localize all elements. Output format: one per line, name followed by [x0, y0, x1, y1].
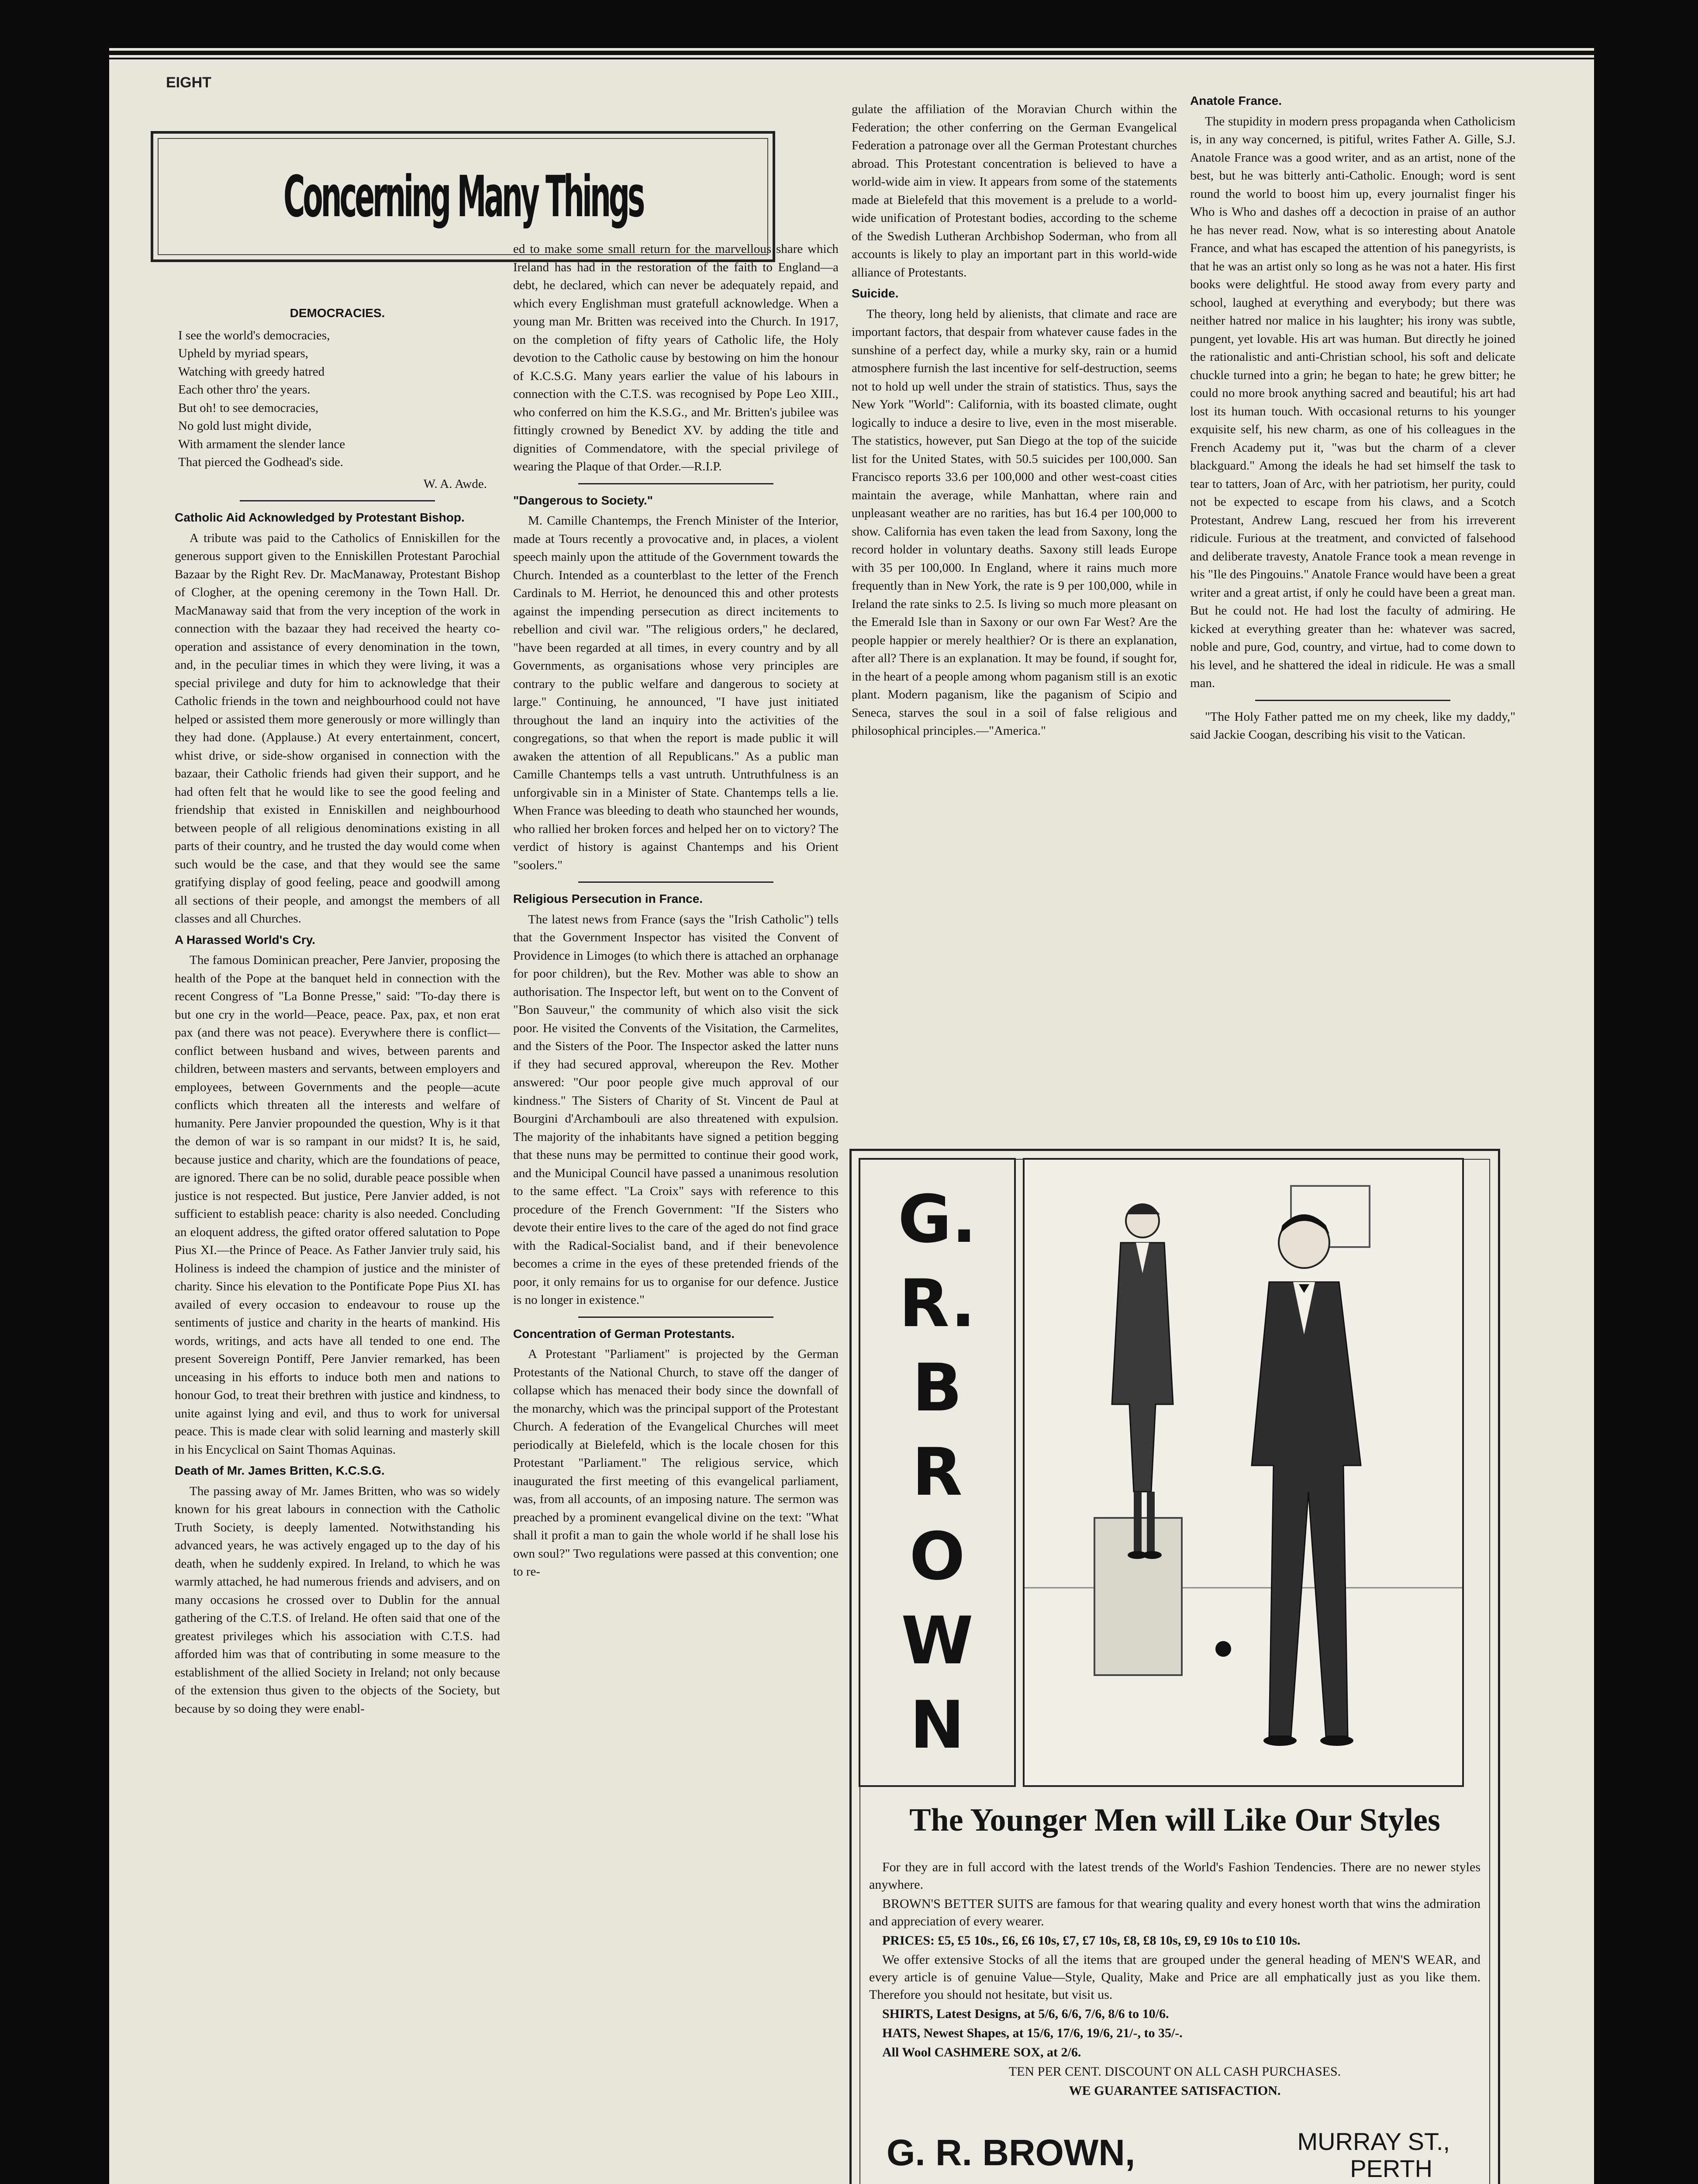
- article-body: M. Camille Chantemps, the French Minister of the Interior, made at Tours recently a provocative and, in places, a violent speech mainly upon the attitude of the Government towards the Church. Intended as a counterblast to the letter of the French Cardinals to M. Herriot, he denounced this and other protests against the impending persecution as direct incitements to rebellion and civil war. "The religious orders," he declared, "have been regarded at all times, in every country and by all Governments, as organisations whose very principles are contrary to the public welfare and dangerous to society at large." Continuing, he announced, "I have just initiated throughout the land an inquiry into the activities of the congregations, so that when the report is made public it will awaken the attention of all Republicans." As a public man Camille Chantemps tells a vast untruth. Untruthfulness is an unforgivable sin in a Minister of State. Chantemps tells a lie. When France was bleeding to death who staunched her wounds, who rallied her broken forces and helped her on to victory? The verdict of history is against Chantemps and his Orient "soolers.": [513, 514, 839, 872]
- ad-hats: HATS, Newest Shapes, at 15/6, 17/6, 19/6, 21/-, to 35/-.: [882, 2026, 1183, 2040]
- article-body: The famous Dominican preacher, Pere Janvier, proposing the health of the Pope at the banquet held in connection with the recent Congress of "La Bonne Presse," said: "To-day there is but one cry in the world—Peace, peace. Pax, pax, et non erat pax (and there was not peace). Everywhere there is conflict—conflict between husband and wives, between parents and children, between masters and servants, between employers and employees, between Governments and the people—acute conflicts which threaten all the interests and welfare of humanity. Pere Janvier propounded the question, Why is it that the demon of war is so rampant in our midst? It is, he said, because justice and charity, which are the foundations of peace, are ignored. There can be no solid, durable peace possible when justice is not respected. But justice, Pere Janvier added, is not sufficient to establish peace: charity is also needed. Concluding an eloquent address, the gifted orator offered salutation to Pope Pius XI.—the Prince of Peace. As Father Janvier truly said, his Holiness is indeed the champion of justice and the minister of charity. Since his elevation to the Pontificate Pope Pius XI. has availed of every occasion to endeavour to rouse up the sentiments of justice and charity in the hearts of mankind. His words, writings, and acts have all tended to one end. The present Sovereign Pontiff, Pere Janvier remarked, has been unceasing in his efforts to induce both men and nations to honour God, to treat their brethren with justice and kindness, to unite against lying and evil, and thus to work for universal peace. This is made clear with solid learning and masterly skill in his Encyclical on Saint Thomas Aquinas.: [175, 953, 500, 1457]
- ad-illustration-two-men: [1023, 1158, 1464, 1787]
- poem-line: That pierced the Godhead's side.: [178, 455, 344, 469]
- ad-guarantee: WE GUARANTEE SATISFACTION.: [1069, 2084, 1281, 2098]
- ad-street: MURRAY ST.,: [1297, 2128, 1450, 2155]
- divider: [240, 500, 435, 501]
- divider: [578, 1317, 773, 1318]
- poem-line: Watching with greedy hatred: [178, 364, 325, 379]
- column-3: [852, 100, 1177, 1140]
- poem-line: With armament the slender lance: [178, 437, 345, 451]
- brand-letter: R.: [899, 1265, 976, 1342]
- poem-line: Each other thro' the years.: [178, 383, 311, 397]
- men-illustration: [1025, 1160, 1462, 1785]
- poem-line: But oh! to see democracies,: [178, 401, 319, 415]
- brand-letter: O: [909, 1519, 965, 1595]
- ad-shirts: SHIRTS, Latest Designs, at 5/6, 6/6, 7/6, 8/6 to 10/6.: [882, 2007, 1169, 2021]
- poem-title: DEMOCRACIES.: [290, 306, 385, 320]
- article-body-continued: gulate the affiliation of the Moravian Church within the Federation; the other conferring on the German Evangelical Federation a patronage over all the German Protestant churches abroad. This Protestant concentration is believed to have a world-wide aim in view. It appears from some of the statements made at Bielefeld that this movement is a prelude to a world-wide unification of Protestant bodies, according to the scheme of the Swedish Lutheran Archbishop Soderman, who from all accounts is likely to play an important part in this world-wide alliance of Protestants.: [852, 102, 1177, 280]
- ad-footer: [878, 2127, 1481, 2180]
- newspaper-page: [109, 48, 1594, 2184]
- poem: [178, 327, 500, 472]
- ad-body: [869, 1859, 1481, 2101]
- article-body: "The Holy Father patted me on my cheek, like my daddy," said Jackie Coogan, describing his visit to the Vatican.: [1190, 709, 1515, 742]
- article-body: The latest news from France (says the "Irish Catholic") tells that the Government Inspector has visited the Convent of Providence in Limoges (to which there is attached an orphanage for poor children), but the Rev. Mother was able to show an authorisation. The Inspector left, but went on to the Convent of "Bon Sauveur," the community of which also visit the sick poor. He visited the Convents of the Visitation, the Carmelites, and the Sisters of the Poor. The Inspector asked the latter nuns if they had secured approval, whereupon the Rev. Mother answered: "Our poor people give much approval of our kindness." The Sisters of Charity of St. Vincent de Paul at Bourgini d'Archambouli are also threatened with expulsion. The majority of the inhabitants have signed a petition begging that these nuns may be permitted to continue their good work, and the Municipal Council have passed a unanimous resolution to the same effect. "La Croix" says with reference to this procedure of the French Government: "If the Sisters who devote their entire lives to the care of the aged do not find grace with the Radical-Socialist band, and if their benevolence becomes a crime in the eyes of these pretended friends of the poor, it only remains for us to organise for our defence. Justice is no longer in existence.": [513, 912, 839, 1307]
- article-body: The stupidity in modern press propaganda when Catholicism is, in any way concerned, is pitiful, writes Father A. Gille, S.J. Anatole France was a good writer, and as an artist, none of the best, but he was bitterly anti-Catholic. Enough; word is sent round the world to boost him up, every journalist finger his Who is Who and dashes off a decoction in praise of an author he has never read. Now, what is so interesting about Anatole France, and what has escaped the attention of his panegyrists, is that he was an artist only so long as he was not a hater. His first books were delightful. He stood away from every party and school, laughed at everything and everybody; but there was neither hatred nor malice in his laughter; his irony was subtle, pungent, yet lovable. His art was human. But directly he joined the rationalistic and anti-Christian school, his soft and delicate chuckle turned into a grin; he began to hate; he grew bitter; he could no more brook anything sacred and beautiful; his art had lost its human touch. With occasional returns to his younger exquisite self, his new charm, as one of his colleagues in the French Academy put it, "was but the charm of a clever blackguard." Among the ideals he had set himself the task to tear to tatters, Joan of Arc, with her patriotism, her purity, could not be expected to escape from his claws, and a Scotch Protestant, Andrew Lang, rescued her from his irreverent ridicule. Furious at the treatment, and convicted of falsehood and deliberate travesty, Anatole France took a mean revenge in his "Ile des Pingouins." Anatole France would have been a great writer and a great artist, if only he could have been a great man. But he could not. He had lost the faculty of admiring. He kicked at everything greater than he: whatever was sacred, noble and pure, God, country, and virtue, had to come down to his level, and he shattered the ideal in ridicule. He was a small man.: [1190, 114, 1515, 690]
- divider: [578, 881, 773, 883]
- brand-letter: G.: [897, 1181, 977, 1258]
- top-rule-thin: [109, 58, 1594, 59]
- top-rule: [109, 51, 1594, 55]
- article-body: A tribute was paid to the Catholics of Enniskillen for the generous support given to the Enniskillen Protestant Parochial Bazaar by the Right Rev. Dr. MacManaway, Protestant Bishop of Clogher, at the opening ceremony in the Town Hall. Dr. MacManaway said that from the very inception of the work in connection with the bazaar they had received the hearty co-operation and assistance of every denomination in the town, and, in the peculiar times in which they were living, it was a special privilege and duty for him to acknowledge that their Catholic friends in the town and neighbourhood could not have helped or assisted them more generously or more willingly than they had done. (Applause.) At every entertainment, concert, whist drive, or side-show organised in connection with the bazaar, their Catholic friends had given their support, and he had often felt that he would like to see the good feeling and friendship that existed in Enniskillen and neighbourhood between people of all religious denominations existing in all parts of their country, and he trusted the day would come when such would be the case, and that they would see the same gratifying display of good feeling, peace and goodwill among all sections of their people, and amongst the members of all classes and all Churches.: [175, 531, 500, 926]
- ad-paragraph: BROWN'S BETTER SUITS are famous for that wearing quality and every honest worth that wins the admiration and appreciation of every wearer.: [869, 1897, 1481, 1928]
- article-body: The theory, long held by alienists, that climate and race are important factors, that despair from whatever cause fades in the sunshine of a perfect day, while a murky sky, rain or a humid atmosphere furnish the last incentive for self-destruction, seems not to hold up well under the strain of statistics. Thus, says the New York "World": California, with its boasted climate, ought logically to induce a desire to live, even in the most miserable. The statistics, however, put San Diego at the top of the suicide list for the United States, with 50.5 suicides per 100,000. San Francisco reports 33.6 per 100,000 and other west-coast cities maintain the average, while Manhattan, where rain and unpleasant weather are no rarities, has but 16.4 per 100,000 to show. California has even taken the lead from Saxony, long the record holder in voluntary deaths. Saxony still leads Europe with 35 per 100,000. In England, where it rains much more frequently than in New York, the rate is 9 per 100,000, while in Ireland the rate sinks to 2.5. Is living so much more pleasant on the Emerald Isle than in Saxony or our own Far West? Are the people happier or merely healthier? Or is there an explanation, after all? There is an explanation. It may be found, if sought for, in the heart of a people among whom paganism still is an exotic plant. Modern paganism, like the paganism of Scipio and Seneca, starves the soul in a soil of false religious and philosophical principles.—"America.": [852, 307, 1177, 738]
- divider: [578, 483, 773, 484]
- column-4: [1190, 92, 1515, 1140]
- article-body-continued: ed to make some small return for the marvellous share which Ireland has had in the restoration of the faith to England—a debt, he declared, which can never be adequately repaid, and which every Englishman must gratefull acknowledge. When a young man Mr. Britten was received into the Church. In 1917, on the completion of fifty years of Catholic life, the Holy devotion to the Catholic cause by bestowing on him the honour of K.C.S.G. Many years earlier the value of his labours in connection with the C.T.S. was recognised by Pope Leo XIII., who conferred on him the K.S.G., and Mr. Britten's jubilee was fittingly crowned by Benedict XV. by adding the title and dignities of Commendatore, with the special privilege of wearing the Plaque of that Order.—R.I.P.: [513, 242, 839, 473]
- article-body: A Protestant "Parliament" is projected by the German Protestants of the National Church, to stave off the danger of collapse which has menaced their body since the downfall of the monarchy, which was the principal support of the Protestant Church. A federation of the Evangelical Churches will meet periodically at Bielefeld, which is the locale chosen for this Protestant "Parliament." The religious service, which inaugurated the first meeting of this evangelical parliament, was, from all accounts, of an imposing nature. The sermon was preached by a prominent evangelical divine on the text: "What shall it profit a man to gain the whole world if he shall lose his own soul?" Two regulations were passed at this convention; one to re-: [513, 1347, 839, 1579]
- ad-brand-vertical: [859, 1158, 1016, 1787]
- article-heading: Catholic Aid Acknowledged by Protestant Bishop.: [175, 511, 465, 524]
- poem-author: W. A. Awde.: [423, 477, 487, 491]
- article-heading: "Dangerous to Society.": [513, 493, 653, 507]
- poem-line: Upheld by myriad spears,: [178, 346, 308, 360]
- ad-shop-name: G. R. BROWN,: [887, 2132, 1135, 2173]
- article-body: The passing away of Mr. James Britten, who was so widely known for his great labours in connection with the Catholic Truth Society, is deeply lamented. Notwithstanding his advanced years, he was actively engaged up to the day of his death, when he suddenly expired. In Ireland, to which he was warmly attached, he had numerous friends and advisers, and on many occasions he crossed over to Dublin for the annual gathering of the C.T.S. of Ireland. He often said that one of the greatest privileges which his association with C.T.S. had afforded him was that of contributing in some measure to the establishment of the allied Society in Ireland; not only because of the extension thus given to the objects of the Society, but because by so doing they were enabl-: [175, 1484, 500, 1716]
- ad-discount: TEN PER CENT. DISCOUNT ON ALL CASH PURCHASES.: [1008, 2064, 1341, 2079]
- page-marker: EIGHT: [166, 74, 211, 91]
- divider: [1255, 700, 1450, 701]
- poem-line: I see the world's democracies,: [178, 328, 330, 342]
- brand-letter: W: [901, 1603, 973, 1679]
- article-heading: Death of Mr. James Britten, K.C.S.G.: [175, 1464, 385, 1477]
- ad-paragraph: For they are in full accord with the latest trends of the World's Fashion Tendencies. There are no newer styles anywhere.: [869, 1860, 1481, 1892]
- article-heading: Concentration of German Protestants.: [513, 1327, 735, 1341]
- ad-paragraph: We offer extensive Stocks of all the items that are grouped under the general heading of MEN'S WEAR, and every article is of genuine Value—Style, Quality, Make and Price are all emphatically just as you like them. Therefore you should not hesitate, but visit us.: [869, 1952, 1481, 2002]
- ad-city: PERTH: [1350, 2155, 1432, 2182]
- advertisement-g-r-brown: [849, 1149, 1500, 2184]
- column-2: [513, 240, 839, 2184]
- brand-letter: B: [912, 1350, 963, 1426]
- brand-letter: R: [912, 1434, 963, 1510]
- brand-letter: N: [910, 1687, 965, 1764]
- ad-prices: PRICES: £5, £5 10s., £6, £6 10s, £7, £7 10s, £8, £8 10s, £9, £9 10s to £10 10s.: [882, 1933, 1301, 1948]
- ad-sox: All Wool CASHMERE SOX, at 2/6.: [882, 2045, 1081, 2060]
- ad-slogan: The Younger Men will Like Our Styles: [909, 1802, 1440, 1838]
- article-heading: Suicide.: [852, 287, 899, 300]
- article-heading: A Harassed World's Cry.: [175, 933, 316, 947]
- article-heading: Anatole France.: [1190, 94, 1282, 107]
- article-heading: Religious Persecution in France.: [513, 892, 703, 905]
- column-1: [175, 293, 500, 2184]
- section-title: Concerning Many Things: [283, 163, 643, 230]
- poem-line: No gold lust might divide,: [178, 419, 312, 433]
